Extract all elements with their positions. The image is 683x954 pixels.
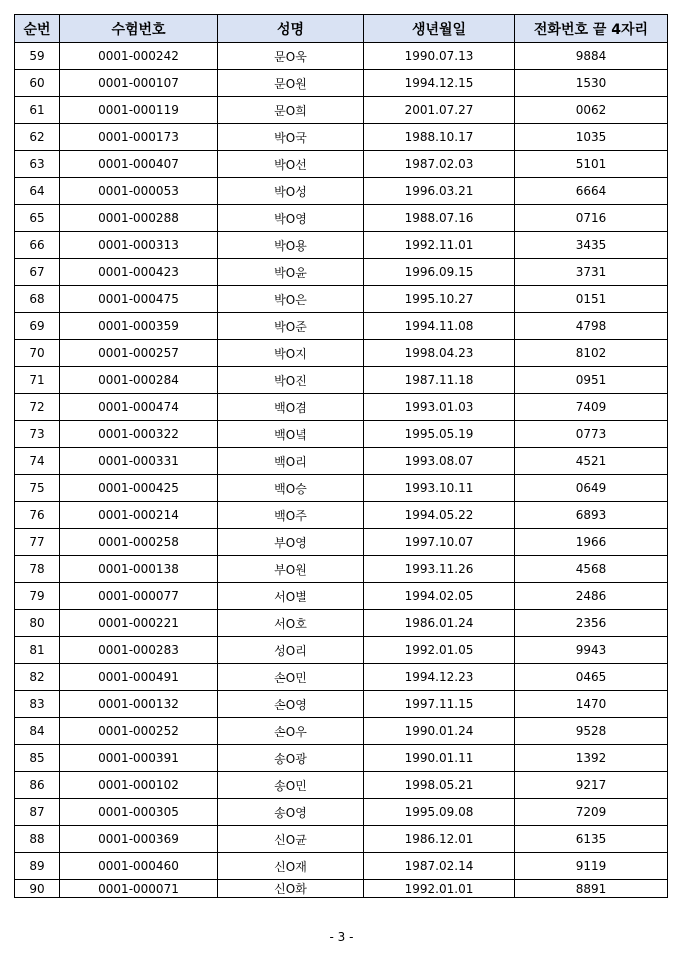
cell-phone-last4: 8102 — [515, 340, 668, 367]
table-body — [15, 43, 668, 898]
table-row — [15, 799, 668, 826]
cell-seq: 90 — [15, 880, 60, 898]
table-row — [15, 151, 668, 178]
cell-birthdate: 1992.11.01 — [364, 232, 515, 259]
cell-phone-last4: 1530 — [515, 70, 668, 97]
cell-name: 손O영 — [218, 691, 364, 718]
cell-name: 신O화 — [218, 880, 364, 898]
cell-name: 손O우 — [218, 718, 364, 745]
cell-seq: 75 — [15, 475, 60, 502]
cell-birthdate: 1995.10.27 — [364, 286, 515, 313]
cell-name: 백O녘 — [218, 421, 364, 448]
table-row — [15, 718, 668, 745]
cell-seq: 83 — [15, 691, 60, 718]
cell-exam-number: 0001-000407 — [60, 151, 218, 178]
cell-exam-number: 0001-000475 — [60, 286, 218, 313]
cell-name: 박O선 — [218, 151, 364, 178]
table-row — [15, 367, 668, 394]
cell-name: 부O영 — [218, 529, 364, 556]
cell-name: 백O주 — [218, 502, 364, 529]
cell-exam-number: 0001-000132 — [60, 691, 218, 718]
header-seq: 순번 — [15, 15, 60, 43]
cell-name: 서O호 — [218, 610, 364, 637]
cell-exam-number: 0001-000491 — [60, 664, 218, 691]
cell-exam-number: 0001-000102 — [60, 772, 218, 799]
cell-phone-last4: 8891 — [515, 880, 668, 898]
cell-birthdate: 1990.07.13 — [364, 43, 515, 70]
table-row — [15, 70, 668, 97]
cell-name: 송O광 — [218, 745, 364, 772]
cell-phone-last4: 2486 — [515, 583, 668, 610]
cell-exam-number: 0001-000288 — [60, 205, 218, 232]
cell-birthdate: 1994.12.23 — [364, 664, 515, 691]
cell-phone-last4: 9119 — [515, 853, 668, 880]
cell-birthdate: 1993.10.11 — [364, 475, 515, 502]
table-row — [15, 880, 668, 898]
cell-name: 문O원 — [218, 70, 364, 97]
cell-birthdate: 1986.12.01 — [364, 826, 515, 853]
cell-seq: 64 — [15, 178, 60, 205]
cell-exam-number: 0001-000071 — [60, 880, 218, 898]
cell-name: 박O준 — [218, 313, 364, 340]
cell-seq: 62 — [15, 124, 60, 151]
cell-seq: 67 — [15, 259, 60, 286]
cell-name: 박O윤 — [218, 259, 364, 286]
cell-exam-number: 0001-000284 — [60, 367, 218, 394]
table-row — [15, 772, 668, 799]
cell-seq: 59 — [15, 43, 60, 70]
table-row — [15, 43, 668, 70]
cell-phone-last4: 3731 — [515, 259, 668, 286]
cell-exam-number: 0001-000138 — [60, 556, 218, 583]
cell-exam-number: 0001-000474 — [60, 394, 218, 421]
table-row — [15, 610, 668, 637]
cell-seq: 70 — [15, 340, 60, 367]
cell-exam-number: 0001-000369 — [60, 826, 218, 853]
cell-seq: 72 — [15, 394, 60, 421]
cell-phone-last4: 0716 — [515, 205, 668, 232]
cell-birthdate: 1993.11.26 — [364, 556, 515, 583]
cell-birthdate: 1994.02.05 — [364, 583, 515, 610]
cell-name: 박O지 — [218, 340, 364, 367]
cell-phone-last4: 0151 — [515, 286, 668, 313]
cell-seq: 73 — [15, 421, 60, 448]
cell-phone-last4: 0062 — [515, 97, 668, 124]
cell-seq: 78 — [15, 556, 60, 583]
table-row — [15, 448, 668, 475]
cell-seq: 85 — [15, 745, 60, 772]
cell-exam-number: 0001-000077 — [60, 583, 218, 610]
table-row — [15, 313, 668, 340]
cell-exam-number: 0001-000305 — [60, 799, 218, 826]
cell-phone-last4: 6664 — [515, 178, 668, 205]
table-row — [15, 853, 668, 880]
cell-exam-number: 0001-000322 — [60, 421, 218, 448]
table-row — [15, 421, 668, 448]
header-exam-number: 수험번호 — [60, 15, 218, 43]
table-row — [15, 502, 668, 529]
cell-exam-number: 0001-000214 — [60, 502, 218, 529]
cell-name: 문O희 — [218, 97, 364, 124]
table-row — [15, 583, 668, 610]
cell-phone-last4: 0465 — [515, 664, 668, 691]
cell-phone-last4: 7409 — [515, 394, 668, 421]
cell-seq: 81 — [15, 637, 60, 664]
cell-birthdate: 1987.02.03 — [364, 151, 515, 178]
cell-seq: 80 — [15, 610, 60, 637]
table-row — [15, 178, 668, 205]
cell-name: 부O원 — [218, 556, 364, 583]
cell-name: 박O국 — [218, 124, 364, 151]
cell-name: 백O리 — [218, 448, 364, 475]
table-row — [15, 664, 668, 691]
header-phone-last4: 전화번호 끝 4자리 — [515, 15, 668, 43]
cell-phone-last4: 6135 — [515, 826, 668, 853]
table-row — [15, 124, 668, 151]
cell-name: 백O겸 — [218, 394, 364, 421]
cell-name: 신O재 — [218, 853, 364, 880]
table-row — [15, 232, 668, 259]
table-row — [15, 826, 668, 853]
cell-name: 박O진 — [218, 367, 364, 394]
cell-seq: 89 — [15, 853, 60, 880]
cell-seq: 88 — [15, 826, 60, 853]
cell-seq: 61 — [15, 97, 60, 124]
cell-birthdate: 1990.01.11 — [364, 745, 515, 772]
cell-name: 박O은 — [218, 286, 364, 313]
table-row — [15, 475, 668, 502]
table-row — [15, 745, 668, 772]
cell-seq: 79 — [15, 583, 60, 610]
header-birthdate: 생년월일 — [364, 15, 515, 43]
cell-name: 박O성 — [218, 178, 364, 205]
cell-birthdate: 1997.11.15 — [364, 691, 515, 718]
cell-phone-last4: 1966 — [515, 529, 668, 556]
table-row — [15, 691, 668, 718]
cell-phone-last4: 4568 — [515, 556, 668, 583]
cell-phone-last4: 0951 — [515, 367, 668, 394]
cell-phone-last4: 1470 — [515, 691, 668, 718]
table-header — [15, 15, 668, 43]
cell-name: 성O리 — [218, 637, 364, 664]
cell-birthdate: 1996.03.21 — [364, 178, 515, 205]
cell-phone-last4: 3435 — [515, 232, 668, 259]
cell-name: 손O민 — [218, 664, 364, 691]
table-row — [15, 529, 668, 556]
cell-exam-number: 0001-000252 — [60, 718, 218, 745]
cell-seq: 77 — [15, 529, 60, 556]
table-row — [15, 97, 668, 124]
cell-seq: 86 — [15, 772, 60, 799]
cell-exam-number: 0001-000283 — [60, 637, 218, 664]
cell-birthdate: 1992.01.01 — [364, 880, 515, 898]
cell-seq: 84 — [15, 718, 60, 745]
cell-exam-number: 0001-000391 — [60, 745, 218, 772]
cell-phone-last4: 1035 — [515, 124, 668, 151]
cell-birthdate: 1987.11.18 — [364, 367, 515, 394]
table-row — [15, 259, 668, 286]
cell-birthdate: 1996.09.15 — [364, 259, 515, 286]
header-row — [15, 15, 668, 43]
cell-seq: 82 — [15, 664, 60, 691]
table-row — [15, 286, 668, 313]
cell-exam-number: 0001-000107 — [60, 70, 218, 97]
cell-phone-last4: 6893 — [515, 502, 668, 529]
cell-birthdate: 1994.05.22 — [364, 502, 515, 529]
cell-birthdate: 1997.10.07 — [364, 529, 515, 556]
cell-birthdate: 1998.04.23 — [364, 340, 515, 367]
cell-phone-last4: 9217 — [515, 772, 668, 799]
cell-seq: 68 — [15, 286, 60, 313]
cell-name: 신O균 — [218, 826, 364, 853]
cell-exam-number: 0001-000257 — [60, 340, 218, 367]
cell-name: 박O용 — [218, 232, 364, 259]
cell-seq: 87 — [15, 799, 60, 826]
cell-birthdate: 1993.01.03 — [364, 394, 515, 421]
cell-name: 문O욱 — [218, 43, 364, 70]
cell-seq: 69 — [15, 313, 60, 340]
cell-exam-number: 0001-000425 — [60, 475, 218, 502]
cell-birthdate: 1990.01.24 — [364, 718, 515, 745]
cell-name: 박O영 — [218, 205, 364, 232]
cell-phone-last4: 4798 — [515, 313, 668, 340]
cell-seq: 74 — [15, 448, 60, 475]
cell-exam-number: 0001-000258 — [60, 529, 218, 556]
cell-seq: 76 — [15, 502, 60, 529]
cell-phone-last4: 0773 — [515, 421, 668, 448]
cell-birthdate: 1987.02.14 — [364, 853, 515, 880]
cell-phone-last4: 0649 — [515, 475, 668, 502]
cell-exam-number: 0001-000460 — [60, 853, 218, 880]
cell-exam-number: 0001-000221 — [60, 610, 218, 637]
cell-birthdate: 1998.05.21 — [364, 772, 515, 799]
cell-name: 서O별 — [218, 583, 364, 610]
cell-exam-number: 0001-000331 — [60, 448, 218, 475]
cell-birthdate: 1994.11.08 — [364, 313, 515, 340]
cell-seq: 65 — [15, 205, 60, 232]
cell-phone-last4: 9528 — [515, 718, 668, 745]
cell-phone-last4: 7209 — [515, 799, 668, 826]
cell-seq: 60 — [15, 70, 60, 97]
cell-phone-last4: 4521 — [515, 448, 668, 475]
cell-phone-last4: 1392 — [515, 745, 668, 772]
cell-exam-number: 0001-000313 — [60, 232, 218, 259]
cell-birthdate: 1992.01.05 — [364, 637, 515, 664]
cell-phone-last4: 2356 — [515, 610, 668, 637]
cell-exam-number: 0001-000359 — [60, 313, 218, 340]
applicant-table — [14, 14, 668, 898]
table-row — [15, 340, 668, 367]
cell-seq: 66 — [15, 232, 60, 259]
cell-exam-number: 0001-000053 — [60, 178, 218, 205]
page-number: - 3 - — [329, 930, 354, 944]
cell-name: 송O영 — [218, 799, 364, 826]
table-row — [15, 205, 668, 232]
header-name: 성명 — [218, 15, 364, 43]
cell-name: 백O승 — [218, 475, 364, 502]
cell-exam-number: 0001-000173 — [60, 124, 218, 151]
cell-seq: 63 — [15, 151, 60, 178]
cell-birthdate: 1994.12.15 — [364, 70, 515, 97]
table-row — [15, 394, 668, 421]
cell-phone-last4: 9884 — [515, 43, 668, 70]
cell-birthdate: 1986.01.24 — [364, 610, 515, 637]
cell-exam-number: 0001-000119 — [60, 97, 218, 124]
cell-name: 송O민 — [218, 772, 364, 799]
table-row — [15, 556, 668, 583]
cell-birthdate: 1988.07.16 — [364, 205, 515, 232]
cell-exam-number: 0001-000423 — [60, 259, 218, 286]
table-row — [15, 637, 668, 664]
cell-phone-last4: 5101 — [515, 151, 668, 178]
cell-birthdate: 1993.08.07 — [364, 448, 515, 475]
cell-birthdate: 1988.10.17 — [364, 124, 515, 151]
cell-seq: 71 — [15, 367, 60, 394]
cell-exam-number: 0001-000242 — [60, 43, 218, 70]
cell-phone-last4: 9943 — [515, 637, 668, 664]
cell-birthdate: 1995.05.19 — [364, 421, 515, 448]
cell-birthdate: 2001.07.27 — [364, 97, 515, 124]
cell-birthdate: 1995.09.08 — [364, 799, 515, 826]
